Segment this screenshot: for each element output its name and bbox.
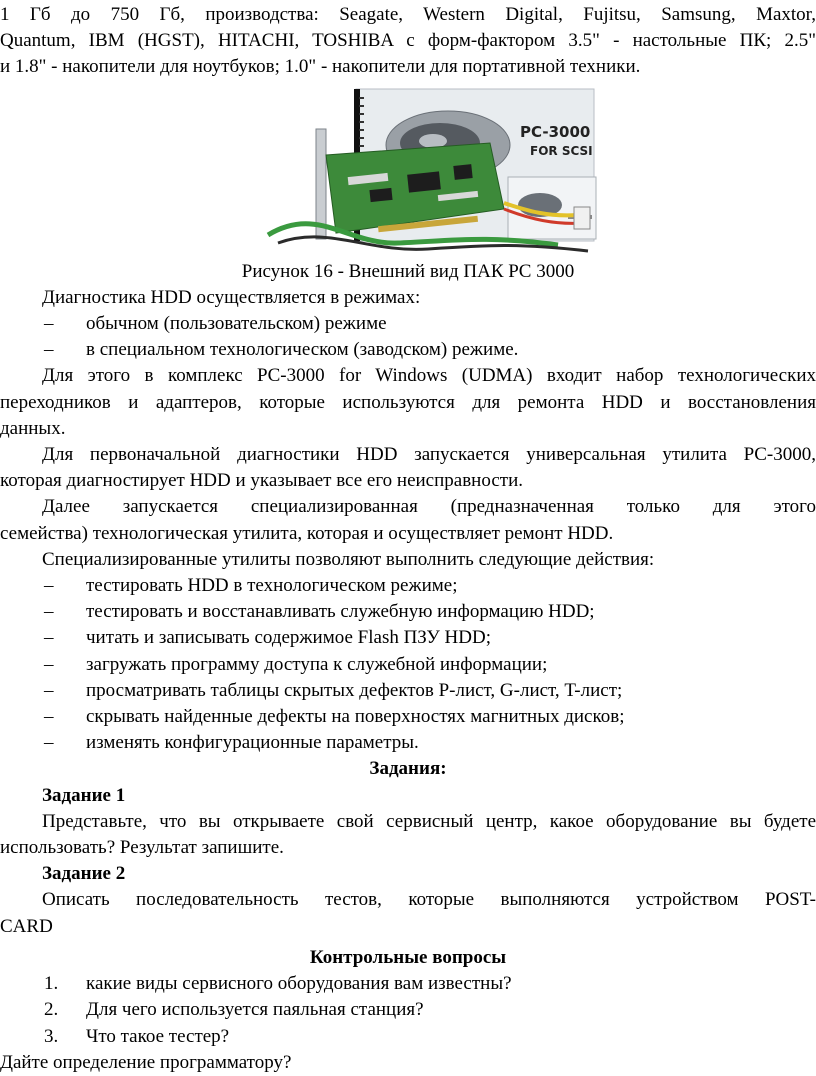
task1-line-2: использовать? Результат запишите. [0,837,284,859]
box-title: PC-3000 [520,122,591,141]
action-item: – загружать программу доступа к служебной информации; [0,652,816,678]
intro-line-3: и 1.8" - накопители для ноутбуков; 1.0" - накопители для портативной техники. [0,56,641,78]
box-subtitle: FOR SCSI [530,143,593,158]
p1-line-2: переходников и адаптеров, которые используются для ремонта HDD и восстановления [0,391,816,413]
diag-intro: Диагностика HDD осуществляется в режимах: [42,286,421,308]
questions-heading: Контрольные вопросы [309,946,507,968]
dash-mark: – [44,706,54,728]
action-item: – тестировать HDD в технологическом режиме; [0,573,816,599]
p1-line-1: Для этого в комплекс PC-3000 for Windows (UDMA) входит набор технологических [42,365,816,387]
intro-line-2: Quantum, IBM (HGST), HITACHI, TOSHIBA с форм-фактором 3.5" - настольные ПК; 2.5" [0,30,816,52]
intro-line-1: 1 Гб до 750 Гб, производства: Seagate, Western Digital, Fujitsu, Samsung, Maxtor, [0,4,816,25]
dash-mark: – [44,679,54,701]
p3-line-1: Далее запускается специализированная (предназначенная только для этого [42,496,816,518]
task2-line-1: Описать последовательность тестов, которые выполняются устройством POST- [42,889,816,911]
action-item: – скрывать найденные дефекты на поверхностях магнитных дисков; [0,704,816,730]
mode-item: – в специальном технологическом (заводском) режиме. [0,337,816,363]
action-item: – просматривать таблицы скрытых дефектов P-лист, G-лист, T-лист; [0,678,816,704]
p3-line-2: семейства) технологическая утилита, которая и осуществляет ремонт HDD. [0,522,614,544]
p1-line-3: данных. [0,417,66,439]
task2-title: Задание 2 [42,863,126,885]
task1-line-1: Представьте, что вы открываете свой сервисный центр, какое оборудование вы будете [42,810,816,832]
dash-mark: – [44,653,54,675]
pc3000-product-photo [258,85,608,257]
dash-mark: – [44,575,54,597]
action-item: – читать и записывать содержимое Flash ПЗУ HDD; [0,625,816,651]
dash-mark: – [44,313,54,335]
action-item: – изменять конфигурационные параметры. [0,730,816,756]
question-item: 2. Для чего используется паяльная станция? [44,999,424,1021]
figure-caption: Рисунок 16 - Внешний вид ПАК PC 3000 [241,260,575,282]
figure-pc3000 [0,85,816,257]
question-item: 1. какие виды сервисного оборудования вам известны? [44,973,512,995]
tasks-heading: Задания: [369,758,447,780]
dash-mark: – [44,339,54,361]
mode-item: – обычном (пользовательском) режиме [0,311,816,337]
question-item: 3. Что такое тестер? [44,1025,230,1047]
p2-line-1: Для первоначальной диагностики HDD запускается универсальная утилита PC-3000, [42,444,816,466]
utils-intro: Специализированные утилиты позволяют выполнить следующие действия: [42,548,655,570]
task2-line-2: CARD [0,915,53,937]
p2-line-2: которая диагностирует HDD и указывает все его неисправности. [0,470,523,492]
dash-mark: – [44,601,54,623]
last-question: Дайте определение программатору? [0,1051,292,1073]
dash-mark: – [44,627,54,649]
task1-title: Задание 1 [42,784,126,806]
action-item: – тестировать и восстанавливать служебную информацию HDD; [0,599,816,625]
dash-mark: – [44,732,54,754]
